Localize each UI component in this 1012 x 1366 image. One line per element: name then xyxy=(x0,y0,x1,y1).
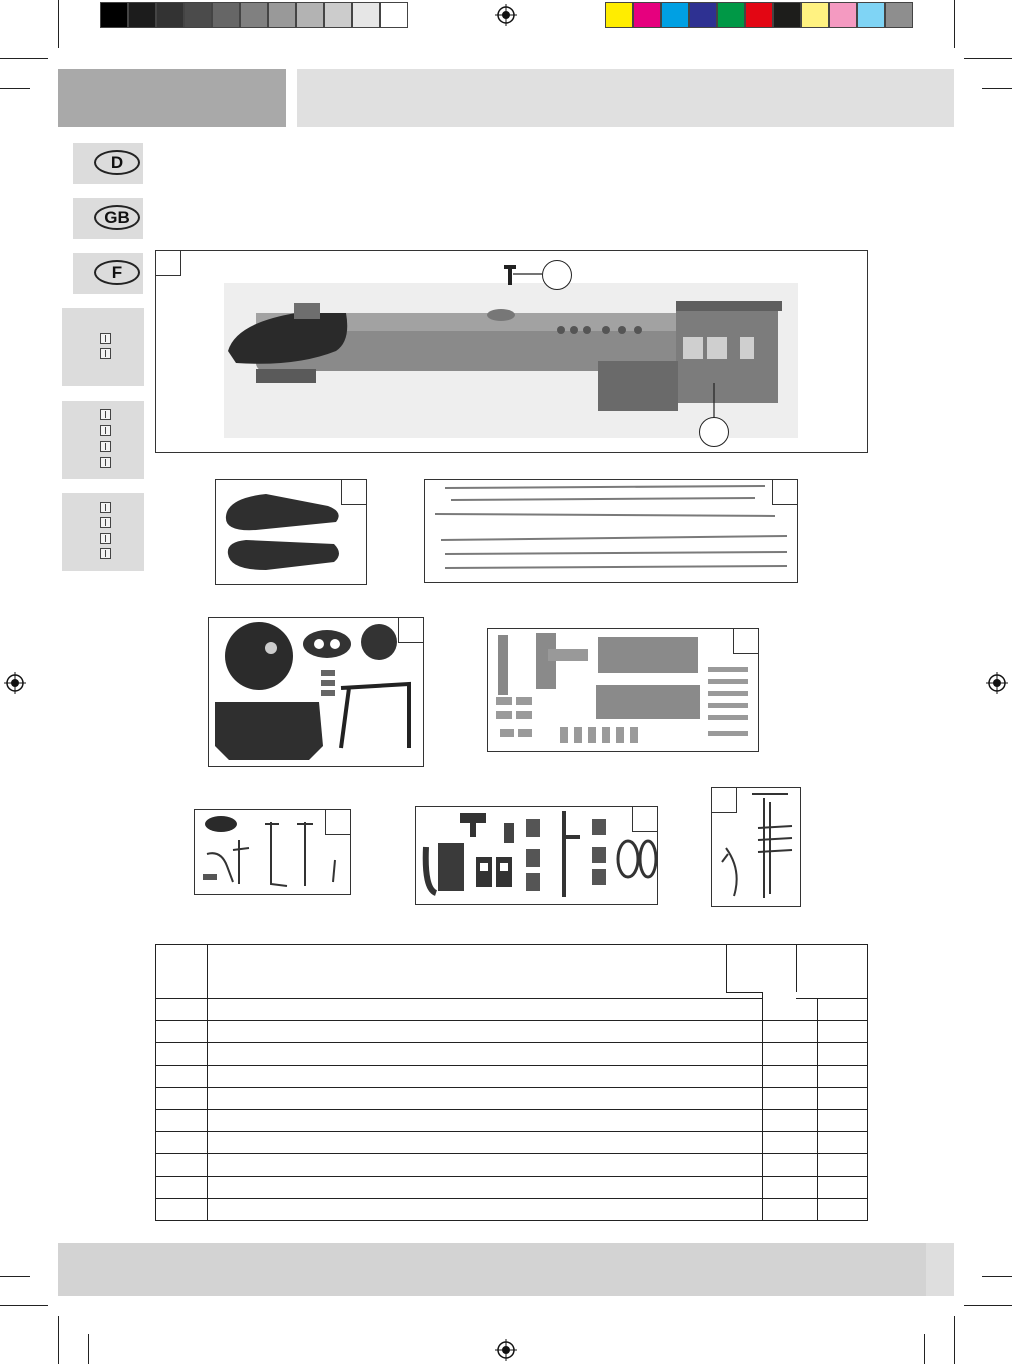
table-row-rule xyxy=(155,1087,868,1088)
table-row-rule xyxy=(155,1198,868,1199)
footer-bar xyxy=(58,1243,926,1296)
ruler-icon xyxy=(100,348,111,359)
finishing-block xyxy=(62,493,144,571)
deflector-plates-illustration xyxy=(216,480,367,585)
color-swatch xyxy=(633,2,661,28)
crop-mark xyxy=(982,88,1012,89)
table-column-divider xyxy=(762,992,763,1221)
glue-icon xyxy=(100,457,111,468)
table-row-rule xyxy=(155,1109,868,1110)
table-column-divider xyxy=(207,944,208,1221)
brush-icon xyxy=(100,502,111,513)
grayscale-swatch xyxy=(268,2,296,28)
tool-icon xyxy=(100,333,111,344)
boiler-fittings-illustration xyxy=(195,810,351,895)
table-header-divider xyxy=(796,944,797,992)
paint-icon xyxy=(100,441,111,452)
registration-mark-icon xyxy=(495,1339,517,1361)
language-code-badge: GB xyxy=(94,205,140,230)
grayscale-swatch xyxy=(156,2,184,28)
crop-mark xyxy=(0,1305,48,1306)
valve-gear-illustration xyxy=(416,807,658,905)
table-header-rule xyxy=(796,998,868,999)
color-swatch xyxy=(801,2,829,28)
grayscale-swatch xyxy=(352,2,380,28)
color-swatch xyxy=(745,2,773,28)
crop-mark xyxy=(964,58,1012,59)
table-row-rule xyxy=(155,1131,868,1132)
crop-mark xyxy=(924,1334,925,1364)
crop-mark xyxy=(88,1334,89,1364)
table-header-divider xyxy=(726,944,727,992)
smokebox-parts-illustration xyxy=(209,618,424,767)
table-row-rule xyxy=(155,998,207,999)
crop-mark xyxy=(964,1305,1012,1306)
grayscale-swatch xyxy=(184,2,212,28)
warning-icon xyxy=(100,425,111,436)
language-tab-english xyxy=(73,198,143,239)
registration-mark-icon xyxy=(4,672,26,694)
color-swatch xyxy=(829,2,857,28)
locomotive-overview-panel xyxy=(155,250,868,453)
crop-mark xyxy=(0,1276,30,1277)
materials-block xyxy=(62,401,144,479)
part-panel-deflectors xyxy=(215,479,367,585)
part-panel-smokebox xyxy=(208,617,424,767)
handrail-rods-illustration xyxy=(425,480,798,583)
table-row-rule xyxy=(155,1065,868,1066)
color-calibration-strip xyxy=(605,0,913,30)
part-panel-rods xyxy=(424,479,798,583)
grayscale-swatch xyxy=(212,2,240,28)
table-row-rule xyxy=(155,1176,868,1177)
part-panel-valve-gear xyxy=(415,806,658,905)
callout-circle-screw xyxy=(542,260,572,290)
crop-mark xyxy=(58,1316,59,1364)
part-panel-pipework xyxy=(711,787,801,907)
parts-list-table xyxy=(155,944,868,1221)
crop-mark xyxy=(58,0,59,48)
color-swatch xyxy=(857,2,885,28)
header-title-bar xyxy=(297,69,954,127)
color-swatch xyxy=(689,2,717,28)
pipework-illustration xyxy=(712,788,801,907)
color-swatch xyxy=(605,2,633,28)
color-swatch xyxy=(661,2,689,28)
language-code-badge: D xyxy=(94,150,140,175)
footer-page-tab xyxy=(926,1243,954,1296)
registration-mark-icon xyxy=(986,672,1008,694)
callout-circle-cab xyxy=(699,417,729,447)
grayscale-swatch xyxy=(324,2,352,28)
tools-needed-block xyxy=(62,308,144,386)
grayscale-swatch xyxy=(296,2,324,28)
header-section-tab xyxy=(58,69,286,127)
cab-parts-illustration xyxy=(488,629,759,752)
part-panel-cab-roof xyxy=(487,628,759,752)
grayscale-swatch xyxy=(128,2,156,28)
grayscale-calibration-strip xyxy=(100,0,408,30)
crop-mark xyxy=(954,0,955,48)
glue-icon xyxy=(100,548,111,559)
table-right-border xyxy=(867,944,868,1221)
table-left-border xyxy=(155,944,156,1221)
grayscale-swatch xyxy=(100,2,128,28)
tool-icon xyxy=(100,409,111,420)
color-swatch xyxy=(885,2,913,28)
table-header-rule xyxy=(726,992,763,993)
crop-mark xyxy=(954,1316,955,1364)
language-tab-german xyxy=(73,143,143,184)
part-panel-fittings xyxy=(194,809,351,895)
grayscale-swatch xyxy=(380,2,408,28)
table-row-rule xyxy=(155,1020,868,1021)
crop-mark xyxy=(0,58,48,59)
grayscale-swatch xyxy=(240,2,268,28)
table-top-border xyxy=(155,944,868,945)
crop-mark xyxy=(982,1276,1012,1277)
color-swatch xyxy=(717,2,745,28)
language-tab-french xyxy=(73,253,143,294)
language-code-badge: F xyxy=(94,260,140,285)
table-row-rule xyxy=(207,998,762,999)
paint-icon xyxy=(100,533,111,544)
crop-mark xyxy=(0,88,30,89)
color-swatch xyxy=(773,2,801,28)
table-row-rule xyxy=(155,1042,868,1043)
warning-icon xyxy=(100,517,111,528)
registration-mark-icon xyxy=(495,4,517,26)
locomotive-illustration xyxy=(156,251,868,453)
table-row-rule xyxy=(155,1153,868,1154)
